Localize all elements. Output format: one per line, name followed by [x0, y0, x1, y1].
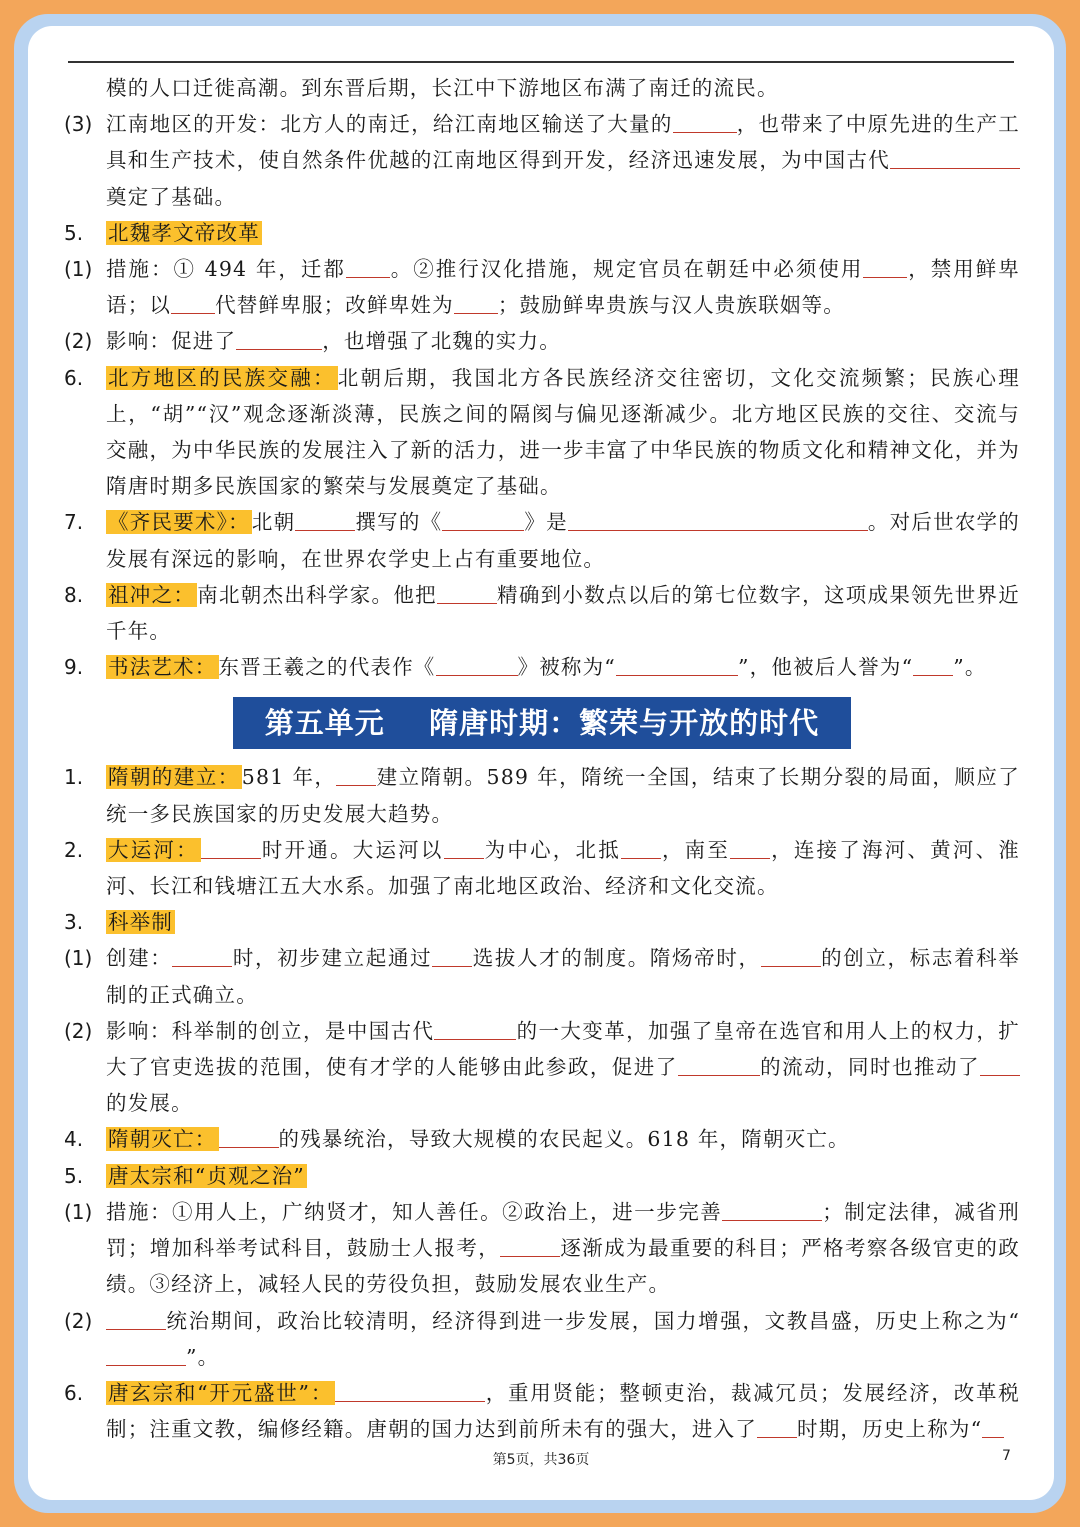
answer-blank[interactable] — [434, 1017, 516, 1040]
header-rule — [68, 61, 1014, 63]
answer-blank[interactable] — [722, 1198, 822, 1221]
answer-blank[interactable] — [500, 1234, 560, 1257]
answer-blank[interactable] — [616, 653, 738, 676]
unit-item-3-creation: (1) 创建： 时，初步建立起通过 选拔人才的制度。隋炀帝时， 的创立，标志着科举制的正式确立。 — [64, 946, 1020, 1007]
highlight-title: 唐太宗和“贞观之治” — [108, 1163, 305, 1188]
answer-blank[interactable] — [201, 836, 261, 859]
unit-item-2: 2. 大运河： 时开通。大运河以 为中心，北抵 ，南至 ，连接了海河、黄河、淮河、长江和钱塘江五大水系。加强了南北地区政治、经济和文化交流。 — [64, 837, 1020, 899]
answer-blank[interactable] — [236, 327, 322, 350]
highlight-title: 唐玄宗和“开元盛世”： — [108, 1380, 334, 1405]
page-content — [64, 70, 1020, 1447]
unit-item-5-measures: (1) 措施：①用人上，广纳贤才，知人善任。②政治上，进一步完善 ；制定法律，减省刑罚；增加科举考试科目，鼓励士人报考， 逐渐成为最重要的科目；严格考察各级官吏的政绩。③经济上，减轻人民的劳役负担，鼓励发展农业生产。 — [64, 1199, 1020, 1297]
unit-item-6: 6. 唐玄宗和“开元盛世”： ，重用贤能；整顿吏治，裁减冗员；发展经济，改革税制；注重文教，编修经籍。唐朝的国力达到前所未有的强大，进入了 时期，历史上称为“ — [64, 1380, 1020, 1442]
answer-blank[interactable] — [982, 1415, 1004, 1438]
answer-blank[interactable] — [437, 581, 497, 604]
answer-blank[interactable] — [757, 1415, 797, 1438]
answer-blank[interactable] — [444, 836, 484, 859]
answer-blank[interactable] — [568, 508, 868, 531]
answer-blank[interactable] — [890, 146, 1020, 169]
page-footer: 第5页，共36页 — [492, 1452, 590, 1468]
highlight-title: 隋朝灭亡： — [108, 1127, 217, 1152]
answer-blank[interactable] — [980, 1053, 1020, 1076]
unit-item-3-heading: 3. 科举制 — [64, 910, 174, 935]
section-9: 9. 书法艺术：东晋王羲之的代表作《 》被称为“ ”，他被后人誉为“ ”。 — [64, 655, 987, 680]
answer-blank[interactable] — [171, 291, 215, 314]
answer-blank[interactable] — [336, 763, 376, 786]
section-5-impact: (2) 影响：促进了 ，也增强了北魏的实力。 — [64, 329, 561, 354]
answer-blank[interactable] — [295, 508, 355, 531]
section-7: 7. 《齐民要术》：北朝 撰写的《 》是 。对后世农学的发展有深远的影响，在世界农学史上占有重要地位。 — [64, 510, 1020, 571]
answer-blank[interactable] — [673, 110, 737, 133]
answer-blank[interactable] — [761, 944, 821, 967]
highlight-title: 北魏孝文帝改革 — [108, 220, 260, 245]
section-8: 8. 祖冲之：南北朝杰出科学家。他把 精确到小数点以后的第七位数字，这项成果领先世界近千年。 — [64, 582, 1020, 644]
answer-blank[interactable] — [442, 508, 524, 531]
section-5-measures: (1) 措施：① 494 年，迁都 。②推行汉化措施，规定官员在朝廷中必须使用 ，禁用鲜卑语；以 代替鲜卑服；改鲜卑姓为 ；鼓励鲜卑贵族与汉人贵族联姻等。 — [64, 257, 1021, 318]
unit-item-5-heading: 5. 唐太宗和“贞观之治” — [64, 1163, 305, 1188]
page-number: 7 — [1002, 1448, 1011, 1464]
answer-blank[interactable] — [346, 255, 390, 278]
answer-blank[interactable] — [335, 1379, 485, 1402]
unit-item-3-impact: (2) 影响：科举制的创立，是中国古代 的一大变革，加强了皇帝在选官和用人上的权力，扩大了官吏选拔的范围，使有才学的人能够由此参政，促进了 的流动，同时也推动了的发展。 — [64, 1018, 1020, 1116]
paragraph-continued: 模的人口迁徙高潮。到东晋后期，长江中下游地区布满了南迁的流民。 — [106, 76, 779, 100]
answer-blank[interactable] — [436, 653, 518, 676]
answer-blank[interactable] — [913, 653, 953, 676]
answer-blank[interactable] — [106, 1343, 186, 1366]
highlight-title: 科举制 — [108, 910, 174, 935]
section-5-heading: 5. 北魏孝文帝改革 — [64, 220, 260, 245]
answer-blank[interactable] — [172, 944, 232, 967]
highlight-title: 隋朝的建立： — [108, 765, 240, 790]
unit-item-4: 4. 隋朝灭亡： 的残暴统治，导致大规模的农民起义。618 年，隋朝灭亡。 — [64, 1127, 850, 1152]
item-3-jiangnan: (3) 江南地区的开发：北方人的南迁，给江南地区输送了大量的 ，也带来了中原先进的生产工具和生产技术，使自然条件优越的江南地区得到开发，经济迅速发展，为中国古代奠定了基础。 — [64, 112, 1021, 209]
answer-blank[interactable] — [863, 255, 907, 278]
answer-blank[interactable] — [219, 1125, 279, 1148]
answer-blank[interactable] — [106, 1307, 166, 1330]
highlight-title: 祖冲之： — [108, 582, 196, 607]
answer-blank[interactable] — [621, 836, 661, 859]
answer-blank[interactable] — [730, 836, 770, 859]
answer-blank[interactable] — [432, 944, 472, 967]
unit-item-1: 1. 隋朝的建立：581 年， 建立隋朝。589 年，隋统一全国，结束了长期分裂的局面，顺应了统一多民族国家的历史发展大趋势。 — [64, 765, 1020, 826]
unit-title-banner: 第五单元 隋唐时期：繁荣与开放的时代 — [233, 697, 851, 749]
section-6: 6. 北方地区的民族交融：北朝后期，我国北方各民族经济交往密切，文化交流频繁；民族心理上，“胡”“汉”观念逐渐淡薄，民族之间的隔阂与偏见逐渐减少。北方地区民族的交往、交流与交融，为中华民族的发展注入了新的活力，进一步丰富了中华民族的物质文化和精神文化，并为隋唐时期多民族国家的繁荣与发展奠定了基础。 — [64, 365, 1021, 499]
highlight-title: 大运河： — [108, 837, 199, 862]
highlight-title: 《齐民要术》： — [108, 510, 250, 535]
answer-blank[interactable] — [678, 1053, 760, 1076]
highlight-title: 北方地区的民族交融： — [108, 365, 336, 390]
answer-blank[interactable] — [454, 291, 498, 314]
unit-item-5-result: (2) 统治期间，政治比较清明，经济得到进一步发展，国力增强，文教昌盛，历史上称之为“”。 — [64, 1308, 1020, 1369]
document-page — [28, 26, 1054, 1500]
highlight-title: 书法艺术： — [108, 655, 217, 680]
